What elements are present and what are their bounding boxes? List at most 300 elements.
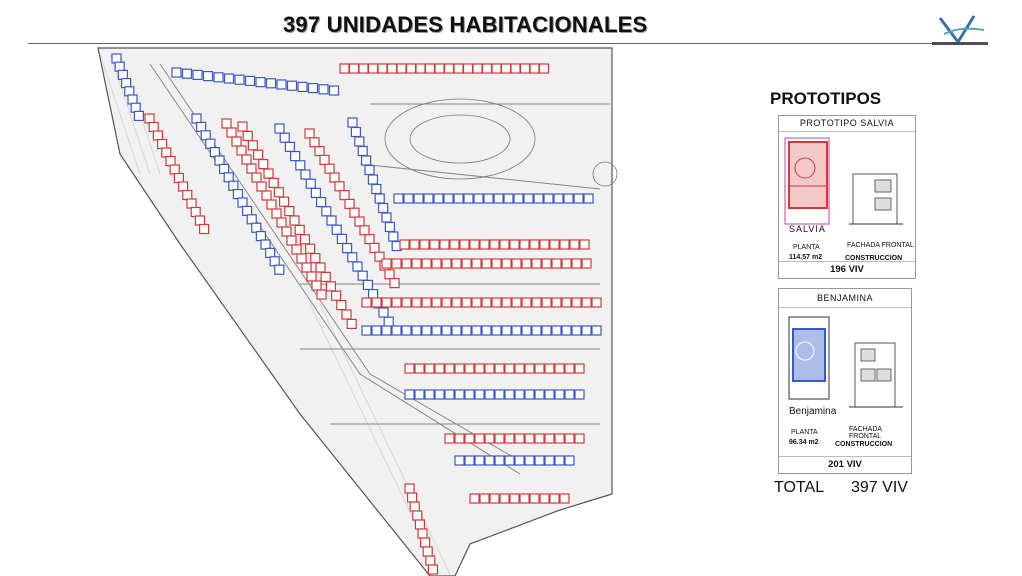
housing-lot <box>206 139 215 148</box>
housing-lot <box>512 326 521 335</box>
housing-lot <box>490 494 499 503</box>
housing-lot <box>358 147 367 156</box>
housing-lot <box>319 85 328 94</box>
housing-lot <box>392 326 401 335</box>
page-title: 397 UNIDADES HABITACIONALES <box>283 12 648 37</box>
housing-lot <box>291 152 300 161</box>
housing-lot <box>270 257 279 266</box>
housing-lot <box>554 194 563 203</box>
housing-lot <box>340 64 349 73</box>
housing-lot <box>504 194 513 203</box>
housing-lot <box>415 390 424 399</box>
housing-lot <box>330 173 339 182</box>
housing-lot <box>425 364 434 373</box>
housing-lot <box>530 64 539 73</box>
housing-lot <box>402 326 411 335</box>
housing-lot <box>379 308 388 317</box>
housing-lot <box>347 319 356 328</box>
housing-lot <box>550 240 559 249</box>
housing-lot <box>359 64 368 73</box>
housing-lot <box>495 456 504 465</box>
housing-lot <box>238 122 247 131</box>
housing-lot <box>442 298 451 307</box>
housing-lot <box>454 194 463 203</box>
housing-lot <box>522 259 531 268</box>
housing-lot <box>382 326 391 335</box>
housing-lot <box>382 298 391 307</box>
housing-lot <box>432 259 441 268</box>
housing-lot <box>410 502 419 511</box>
housing-lot <box>544 194 553 203</box>
housing-lot <box>296 161 305 170</box>
housing-lot <box>552 326 561 335</box>
prototype-fachada-label: FACHADA FRONTAL <box>849 426 882 440</box>
housing-lot <box>301 170 310 179</box>
housing-lot <box>325 164 334 173</box>
housing-lot <box>224 173 233 182</box>
housing-lot <box>552 298 561 307</box>
housing-lot <box>445 390 454 399</box>
housing-lot <box>482 326 491 335</box>
housing-lot <box>485 434 494 443</box>
housing-lot <box>292 245 301 254</box>
prototypes-heading: PROTOTIPOS <box>770 89 882 108</box>
housing-lot <box>201 131 210 140</box>
housing-lot <box>565 390 574 399</box>
housing-lot <box>337 301 346 310</box>
housing-lot <box>350 208 359 217</box>
housing-lot <box>295 225 304 234</box>
housing-lot <box>267 79 276 88</box>
housing-lot <box>306 179 315 188</box>
housing-lot <box>420 240 429 249</box>
housing-lot <box>502 298 511 307</box>
housing-lot <box>462 259 471 268</box>
housing-lot <box>560 240 569 249</box>
housing-lot <box>392 298 401 307</box>
housing-lot <box>515 456 524 465</box>
housing-lot <box>195 216 204 225</box>
housing-lot <box>145 114 154 123</box>
housing-lot <box>495 390 504 399</box>
housing-lot <box>555 390 564 399</box>
housing-lot <box>540 494 549 503</box>
housing-lot <box>522 298 531 307</box>
housing-lot <box>378 64 387 73</box>
housing-lot <box>532 298 541 307</box>
housing-lot <box>298 82 307 91</box>
housing-lot <box>311 254 320 263</box>
housing-lot <box>582 298 591 307</box>
housing-lot <box>515 390 524 399</box>
prototype-construccion-label: CONSTRUCCION <box>835 441 893 448</box>
housing-lot <box>505 390 514 399</box>
housing-lot <box>153 131 162 140</box>
housing-lot <box>455 434 464 443</box>
housing-lot <box>500 240 509 249</box>
housing-lot <box>197 122 206 131</box>
housing-lot <box>362 326 371 335</box>
housing-lot <box>320 155 329 164</box>
housing-lot <box>510 494 519 503</box>
housing-lot <box>435 390 444 399</box>
housing-lot <box>440 240 449 249</box>
prototype-plan-label: Benjamina <box>789 406 837 417</box>
housing-lot <box>310 138 319 147</box>
housing-lot <box>337 234 346 243</box>
housing-lot <box>432 326 441 335</box>
housing-lot <box>388 64 397 73</box>
housing-lot <box>305 129 314 138</box>
housing-lot <box>242 155 251 164</box>
housing-lot <box>428 565 437 574</box>
housing-lot <box>475 390 484 399</box>
housing-lot <box>485 364 494 373</box>
housing-lot <box>214 73 223 82</box>
housing-lot <box>575 364 584 373</box>
housing-lot <box>502 326 511 335</box>
housing-lot <box>542 259 551 268</box>
housing-lot <box>405 484 414 493</box>
housing-lot <box>243 206 252 215</box>
housing-lot <box>555 434 564 443</box>
prototype-fachada-label: FACHADA FRONTAL <box>847 242 914 249</box>
housing-lot <box>353 262 362 271</box>
housing-lot <box>297 254 306 263</box>
housing-lot <box>282 227 291 236</box>
housing-lot <box>405 390 414 399</box>
housing-lot <box>515 434 524 443</box>
housing-lot <box>575 434 584 443</box>
housing-lot <box>455 390 464 399</box>
housing-lot <box>408 493 417 502</box>
housing-lot <box>510 240 519 249</box>
prototype-header: BENJAMINA <box>779 289 911 308</box>
housing-lot <box>233 190 242 199</box>
housing-lot <box>330 86 339 95</box>
housing-lot <box>215 156 224 165</box>
housing-lot <box>435 364 444 373</box>
housing-lot <box>512 259 521 268</box>
housing-lot <box>525 434 534 443</box>
housing-lot <box>402 259 411 268</box>
housing-lot <box>158 140 167 149</box>
housing-lot <box>562 326 571 335</box>
housing-lot <box>465 434 474 443</box>
housing-lot <box>535 456 544 465</box>
housing-lot <box>582 326 591 335</box>
housing-lot <box>272 209 281 218</box>
housing-lot <box>532 259 541 268</box>
housing-lot <box>550 494 559 503</box>
housing-lot <box>343 244 352 253</box>
housing-lot <box>552 259 561 268</box>
housing-lot <box>355 137 364 146</box>
housing-lot <box>418 529 427 538</box>
housing-lot <box>379 204 388 213</box>
housing-lot <box>316 263 325 272</box>
housing-lot <box>300 235 309 244</box>
housing-lot <box>200 225 209 234</box>
housing-lot <box>348 118 357 127</box>
housing-lot <box>472 298 481 307</box>
housing-lot <box>565 434 574 443</box>
housing-lot <box>580 240 589 249</box>
housing-lot <box>416 64 425 73</box>
housing-lot <box>545 456 554 465</box>
housing-lot <box>484 194 493 203</box>
housing-lot <box>480 494 489 503</box>
housing-lot <box>362 156 371 165</box>
housing-lot <box>502 259 511 268</box>
housing-lot <box>511 64 520 73</box>
housing-lot <box>494 194 503 203</box>
housing-lot <box>248 141 257 150</box>
housing-lot <box>582 259 591 268</box>
housing-lot <box>592 326 601 335</box>
housing-lot <box>317 198 326 207</box>
housing-lot <box>307 272 316 281</box>
housing-lot <box>360 226 369 235</box>
housing-lot <box>285 142 294 151</box>
housing-lot <box>162 148 171 157</box>
housing-lot <box>584 194 593 203</box>
housing-lot <box>368 175 377 184</box>
housing-lot <box>389 232 398 241</box>
housing-lot <box>375 194 384 203</box>
housing-lot <box>413 511 422 520</box>
housing-lot <box>512 298 521 307</box>
housing-lot <box>287 236 296 245</box>
housing-lot <box>134 111 143 120</box>
housing-lot <box>475 456 484 465</box>
housing-lot <box>311 188 320 197</box>
housing-lot <box>237 146 246 155</box>
housing-lot <box>170 165 179 174</box>
housing-lot <box>545 390 554 399</box>
housing-lot <box>505 364 514 373</box>
housing-lot <box>482 298 491 307</box>
housing-lot <box>254 150 263 159</box>
housing-lot <box>274 188 283 197</box>
prototype-units: 196 VIV <box>779 261 915 278</box>
housing-lot <box>535 364 544 373</box>
housing-lot <box>382 213 391 222</box>
housing-lot <box>326 282 335 291</box>
housing-lot <box>454 64 463 73</box>
prototype-card-salvia <box>778 115 916 279</box>
housing-lot <box>492 326 501 335</box>
housing-lot <box>372 185 381 194</box>
housing-lot <box>423 547 432 556</box>
company-logo <box>930 12 990 48</box>
housing-lot <box>335 182 344 191</box>
housing-lot <box>179 182 188 191</box>
housing-lot <box>500 494 509 503</box>
housing-lot <box>402 298 411 307</box>
housing-lot <box>525 456 534 465</box>
housing-lot <box>534 194 543 203</box>
prototype-plan-label: SALVIA <box>789 224 826 234</box>
housing-lot <box>351 128 360 137</box>
housing-lot <box>262 191 271 200</box>
housing-lot <box>592 298 601 307</box>
housing-lot <box>229 181 238 190</box>
housing-lot <box>309 84 318 93</box>
housing-lot <box>465 390 474 399</box>
housing-lot <box>424 194 433 203</box>
housing-lot <box>394 194 403 203</box>
prototype-planta-label: PLANTA <box>793 244 820 251</box>
housing-lot <box>425 390 434 399</box>
prototype-header: PROTOTIPO SALVIA <box>779 116 915 132</box>
housing-lot <box>315 147 324 156</box>
housing-lot <box>220 164 229 173</box>
housing-lot <box>572 326 581 335</box>
housing-lot <box>485 456 494 465</box>
housing-lot <box>412 326 421 335</box>
housing-lot <box>252 173 261 182</box>
housing-lot <box>540 64 549 73</box>
housing-lot <box>452 259 461 268</box>
housing-lot <box>269 178 278 187</box>
housing-lot <box>363 280 372 289</box>
housing-lot <box>465 456 474 465</box>
housing-lot <box>574 194 583 203</box>
housing-lot <box>422 298 431 307</box>
housing-lot <box>560 494 569 503</box>
housing-lot <box>505 456 514 465</box>
housing-lot <box>225 74 234 83</box>
housing-lot <box>452 326 461 335</box>
housing-lot <box>490 240 499 249</box>
housing-lot <box>358 271 367 280</box>
housing-lot <box>462 298 471 307</box>
housing-lot <box>400 240 409 249</box>
housing-lot <box>445 364 454 373</box>
housing-lot <box>235 75 244 84</box>
housing-lot <box>515 364 524 373</box>
housing-lot <box>166 157 175 166</box>
housing-lot <box>327 216 336 225</box>
housing-lot <box>412 298 421 307</box>
housing-lot <box>472 259 481 268</box>
housing-lot <box>384 317 393 326</box>
housing-lot <box>285 207 294 216</box>
housing-lot <box>277 218 286 227</box>
housing-lot <box>505 434 514 443</box>
prototype-area: 114.57 m2 <box>789 254 823 261</box>
housing-lot <box>542 326 551 335</box>
housing-lot <box>520 494 529 503</box>
housing-lot <box>442 326 451 335</box>
housing-lot <box>570 240 579 249</box>
housing-lot <box>422 326 431 335</box>
housing-lot <box>495 434 504 443</box>
housing-lot <box>187 199 196 208</box>
housing-lot <box>572 259 581 268</box>
housing-lot <box>277 80 286 89</box>
housing-lot <box>475 364 484 373</box>
housing-lot <box>246 76 255 85</box>
housing-lot <box>472 326 481 335</box>
housing-lot <box>495 364 504 373</box>
housing-lot <box>444 194 453 203</box>
housing-lot <box>452 298 461 307</box>
housing-lot <box>280 197 289 206</box>
housing-lot <box>288 81 297 90</box>
housing-lot <box>562 298 571 307</box>
housing-lot <box>365 235 374 244</box>
housing-lot <box>480 240 489 249</box>
housing-lot <box>405 364 414 373</box>
housing-lot <box>422 259 431 268</box>
housing-lot <box>369 64 378 73</box>
housing-lot <box>524 194 533 203</box>
housing-lot <box>222 119 231 128</box>
housing-lot <box>545 434 554 443</box>
housing-lot <box>232 137 241 146</box>
housing-lot <box>243 131 252 140</box>
housing-lot <box>455 364 464 373</box>
housing-lot <box>149 123 158 132</box>
housing-lot <box>492 259 501 268</box>
housing-lot <box>410 240 419 249</box>
prototype-units: 201 VIV <box>779 456 911 473</box>
site-plan <box>0 44 620 576</box>
housing-lot <box>414 194 423 203</box>
benjamina-facade <box>845 335 907 421</box>
housing-lot <box>256 78 265 87</box>
housing-lot <box>238 198 247 207</box>
housing-lot <box>290 216 299 225</box>
housing-lot <box>464 64 473 73</box>
housing-lot <box>192 114 201 123</box>
housing-lot <box>530 494 539 503</box>
housing-lot <box>514 194 523 203</box>
prototype-planta-label: PLANTA <box>791 429 818 436</box>
housing-lot <box>342 310 351 319</box>
total-value: 397 VIV <box>851 479 908 496</box>
housing-lot <box>470 494 479 503</box>
housing-lot <box>350 64 359 73</box>
housing-lot <box>332 225 341 234</box>
housing-lot <box>445 64 454 73</box>
housing-lot <box>345 199 354 208</box>
salvia-facade <box>845 156 907 236</box>
housing-lot <box>348 253 357 262</box>
housing-lot <box>306 244 315 253</box>
housing-lot <box>460 240 469 249</box>
housing-lot <box>172 68 181 77</box>
housing-lot <box>191 208 200 217</box>
housing-lot <box>372 326 381 335</box>
housing-lot <box>485 390 494 399</box>
housing-lot <box>426 64 435 73</box>
housing-lot <box>492 298 501 307</box>
housing-lot <box>385 270 394 279</box>
housing-lot <box>562 259 571 268</box>
housing-lot <box>455 456 464 465</box>
housing-lot <box>434 194 443 203</box>
housing-lot <box>575 390 584 399</box>
housing-lot <box>370 243 379 252</box>
housing-lot <box>535 390 544 399</box>
housing-lot <box>415 520 424 529</box>
housing-lot <box>256 232 265 241</box>
housing-lot <box>407 64 416 73</box>
housing-lot <box>204 72 213 81</box>
